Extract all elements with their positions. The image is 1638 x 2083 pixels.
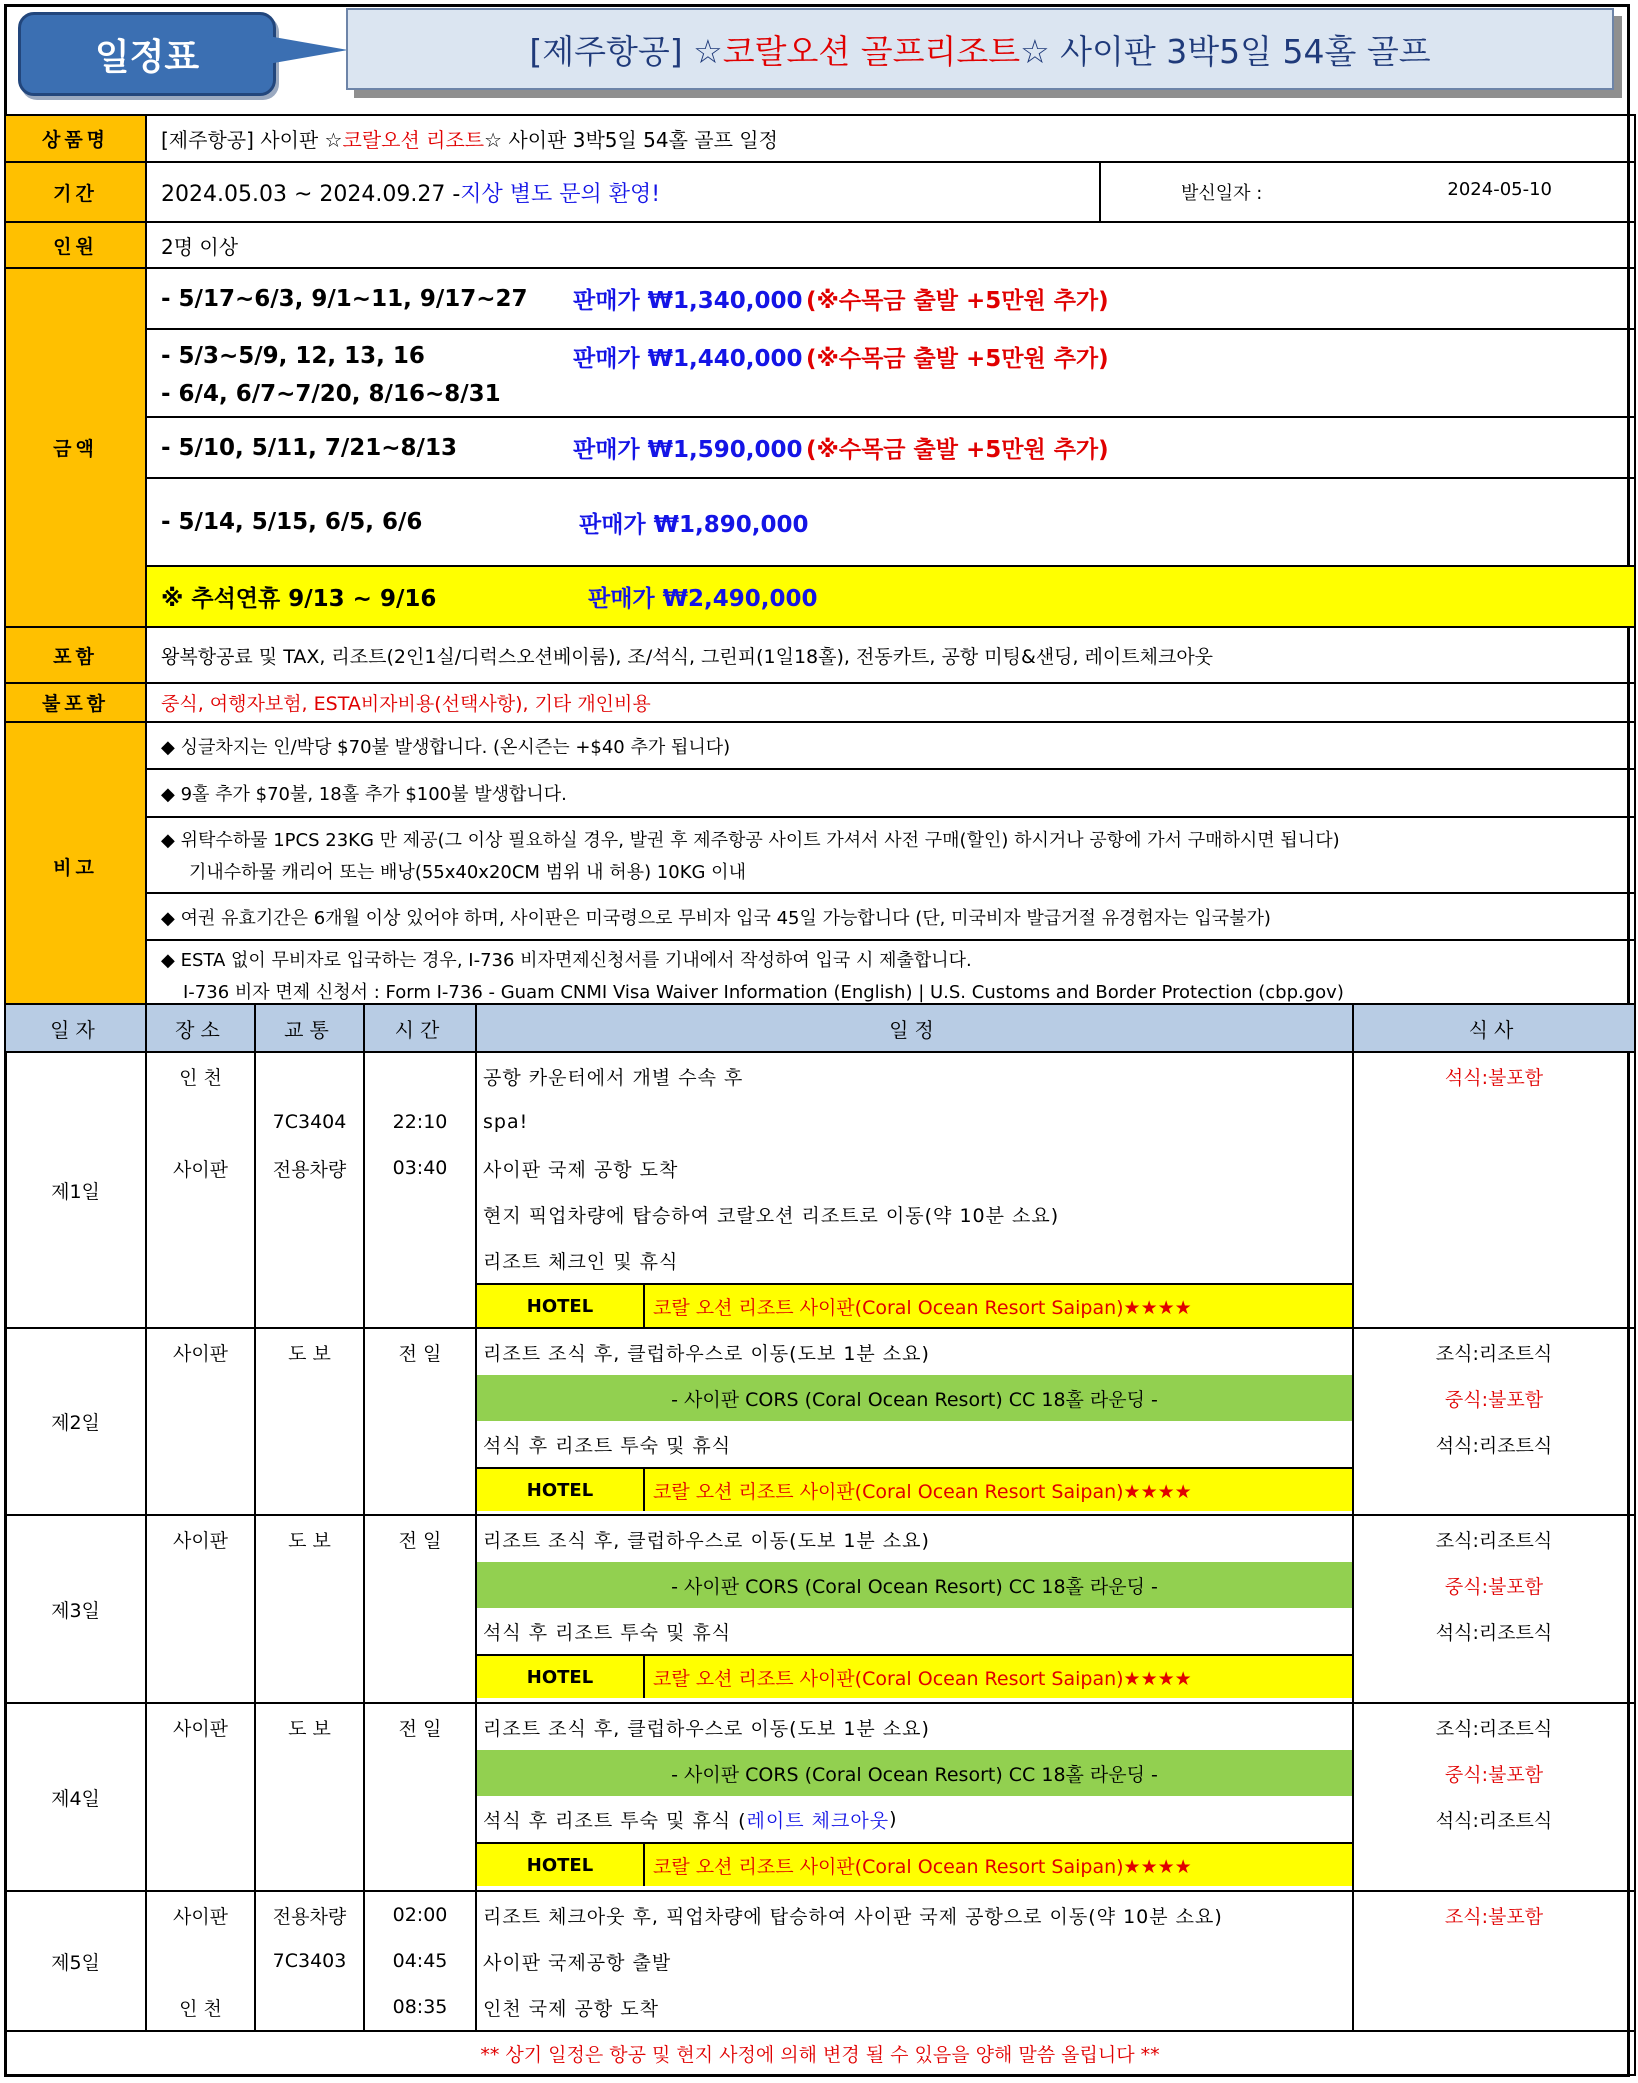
place: [147, 1099, 254, 1145]
price-dates-2: - 6/4, 6/7~7/20, 8/16~8/31: [161, 380, 501, 407]
plan-line: [477, 1796, 1352, 1842]
transport-cell: [255, 1052, 364, 1328]
label-people: 인원: [5, 222, 146, 268]
time: [365, 1053, 475, 1099]
value-product: [146, 115, 1635, 162]
place: [147, 1938, 254, 1984]
plan-cell: [476, 1515, 1353, 1703]
label-include: 포함: [5, 627, 146, 683]
time: 22:10: [392, 1111, 448, 1133]
hotel-tag: HOTEL: [477, 1467, 645, 1511]
price-extra: (※수목금 출발 +5만원 추가): [806, 437, 1109, 463]
remark-extra-holes: ◆ 9홀 추가 $70불, 18홀 추가 $100불 발생합니다.: [146, 769, 1635, 817]
schedule-header-row: [5, 1004, 1635, 1052]
place-cell: [146, 1328, 255, 1515]
plan-text: 석식 후 리조트 투숙 및 휴식 (: [483, 1809, 747, 1832]
meal-lunch: 중식:불포함: [1444, 1388, 1544, 1411]
remark-baggage: [146, 817, 1635, 893]
place-cell: [146, 1703, 255, 1891]
issue-date: 2024-05-10: [1447, 179, 1552, 200]
meal-cell: [1353, 1515, 1635, 1703]
price-extra: (※수목금 출발 +5만원 추가): [806, 345, 1109, 372]
schedule-table: [4, 1003, 1636, 2076]
place: 사이판: [172, 1905, 229, 1928]
page-title: [346, 8, 1614, 90]
title-highlight: 코랄오션 골프리조트: [722, 31, 1021, 71]
hotel-line: [477, 1842, 1352, 1886]
place: 사이판: [172, 1342, 229, 1365]
plan-line: 리조트 조식 후, 클럽하우스로 이동(도보 1분 소요): [483, 1342, 930, 1365]
hotel-line: [477, 1283, 1352, 1327]
row-period: [5, 162, 1635, 222]
place-cell: [146, 1515, 255, 1703]
plan-cell: [476, 1052, 1353, 1328]
transport-cell: [255, 1328, 364, 1515]
transport: 전용차량: [272, 1905, 347, 1928]
price-amount: 판매가 ₩2,490,000: [588, 586, 818, 612]
hotel-line: [477, 1654, 1352, 1698]
plan-line: spa!: [483, 1111, 529, 1133]
title-suffix: ☆ 사이판 3박5일 54홀 골프: [1020, 31, 1431, 71]
label-exclude: 불포함: [5, 683, 146, 722]
price-dates: - 5/17~6/3, 9/1~11, 9/17~27: [161, 285, 528, 312]
remark-esta-line: ◆ ESTA 없이 무비자로 입국하는 경우, I-736 비자면제신청서를 기내에서 작성하여 입국 시 제출합니다.: [161, 950, 972, 971]
day-label: 제4일: [5, 1703, 146, 1891]
remark-passport: ◆ 여권 유효기간은 6개월 이상 있어야 하며, 사이판은 미국령으로 무비자 입국 45일 가능합니다 (단, 미국비자 발급거절 유경험자는 입국불가): [146, 893, 1635, 940]
time-cell: [364, 1891, 476, 2031]
label-remarks: 비고: [5, 722, 146, 1010]
issue-date-cell: [1100, 162, 1635, 222]
hotel-tag: HOTEL: [477, 1842, 645, 1886]
price-row-1: [146, 268, 1635, 329]
row-exclude: [5, 683, 1635, 722]
row-price-1: [5, 268, 1635, 329]
hotel-tag: HOTEL: [477, 1654, 645, 1698]
time: 전 일: [398, 1342, 442, 1365]
value-include: 왕복항공료 및 TAX, 리조트(2인1실/디럭스오션베이룸), 조/석식, 그린피(1일18홀), 전동카트, 공항 미팅&샌딩, 레이트체크아웃: [146, 627, 1635, 683]
time-cell: [364, 1328, 476, 1515]
price-dates: - 5/14, 5/15, 6/5, 6/6: [161, 509, 423, 535]
plan-cell: [476, 1328, 1353, 1515]
time: 08:35: [392, 1996, 448, 2018]
plan-line: 리조트 조식 후, 클럽하우스로 이동(도보 1분 소요): [483, 1529, 930, 1552]
price-extra: (※수목금 출발 +5만원 추가): [806, 288, 1109, 314]
plan-cell: [476, 1703, 1353, 1891]
hotel-name: 코랄 오션 리조트 사이판(Coral Ocean Resort Saipan)★★★★: [645, 1283, 1352, 1327]
header-meal: 식사: [1353, 1004, 1635, 1052]
meal-dinner: 석식:리조트식: [1435, 1809, 1553, 1832]
plan-line: 석식 후 리조트 투숙 및 휴식: [483, 1434, 732, 1457]
flight-number: 7C3404: [272, 1111, 347, 1133]
meal-lunch: 중식:불포함: [1444, 1763, 1544, 1786]
place: 사이판: [172, 1717, 229, 1740]
period-note: 지상 별도 문의 환영!: [460, 181, 661, 207]
header-transport: 교통: [255, 1004, 364, 1052]
time-cell: [364, 1515, 476, 1703]
row-price-3: [5, 417, 1635, 478]
plan-line: 사이판 국제공항 출발: [483, 1951, 672, 1974]
day-row: [5, 1891, 1635, 2031]
product-prefix: [제주항공] 사이판 ☆: [161, 128, 343, 152]
header-day: 일자: [5, 1004, 146, 1052]
period-range: 2024.05.03 ~ 2024.09.27 -: [161, 181, 461, 207]
row-remark-4: [5, 893, 1635, 940]
hotel-name: 코랄 오션 리조트 사이판(Coral Ocean Resort Saipan)★★★★: [645, 1467, 1352, 1511]
price-row-holiday: [146, 566, 1635, 627]
meal-breakfast: 조식:리조트식: [1435, 1717, 1553, 1740]
row-product: [5, 115, 1635, 162]
meal-cell: [1353, 1703, 1635, 1891]
header-place: 장소: [146, 1004, 255, 1052]
row-remark-5: [5, 940, 1635, 1010]
day-label: 제2일: [5, 1328, 146, 1515]
remark-esta: [146, 940, 1635, 1010]
schedule-badge: [18, 12, 276, 96]
label-product: 상품명: [5, 115, 146, 162]
meal-lunch: 중식:불포함: [1444, 1575, 1544, 1598]
price-dates: - 5/10, 5/11, 7/21~8/13: [161, 434, 457, 461]
transport: 전용차량: [272, 1158, 347, 1181]
meal-breakfast: 조식:리조트식: [1435, 1529, 1553, 1552]
hotel-line: [477, 1467, 1352, 1511]
badge-label: 일정표: [94, 36, 200, 78]
time: 04:45: [392, 1950, 448, 1972]
time: 전 일: [398, 1529, 442, 1552]
golf-round-line: - 사이판 CORS (Coral Ocean Resort) CC 18홀 라운딩 -: [477, 1750, 1352, 1796]
label-price: 금액: [5, 268, 146, 627]
product-suffix: ☆ 사이판 3박5일 54홀 골프 일정: [484, 128, 778, 152]
row-include: [5, 627, 1635, 683]
day-label: 제3일: [5, 1515, 146, 1703]
late-checkout-text: 레이트 체크아웃: [746, 1809, 890, 1832]
time: 전 일: [398, 1717, 442, 1740]
plan-line: 공항 카운터에서 개별 수속 후: [483, 1066, 744, 1089]
price-row-4: [146, 478, 1635, 566]
transport: [256, 1053, 363, 1099]
header-time: 시간: [364, 1004, 476, 1052]
transport: [256, 1984, 363, 2030]
remark-baggage-carryon: 기내수하물 캐리어 또는 배낭(55x40x20CM 범위 내 허용) 10KG 이내: [189, 862, 746, 883]
info-table: [4, 114, 1636, 1011]
plan-text-end: ): [889, 1808, 898, 1830]
row-price-5: [5, 566, 1635, 627]
day-label: 제1일: [5, 1052, 146, 1328]
plan-line: 리조트 체크아웃 후, 픽업차량에 탑승하여 사이판 국제 공항으로 이동(약 10분 소요): [483, 1905, 1223, 1928]
row-price-4: [5, 478, 1635, 566]
hotel-tag: HOTEL: [477, 1283, 645, 1327]
row-remark-2: [5, 769, 1635, 817]
meal-cell: [1353, 1328, 1635, 1515]
value-period: [146, 162, 1100, 222]
plan-line: 리조트 조식 후, 클럽하우스로 이동(도보 1분 소요): [483, 1717, 930, 1740]
badge-pointer: [268, 36, 348, 64]
time-cell: [364, 1703, 476, 1891]
meal-breakfast: 조식:리조트식: [1435, 1342, 1553, 1365]
plan-line: 석식 후 리조트 투숙 및 휴식: [483, 1621, 732, 1644]
price-row-2: [146, 329, 1635, 417]
price-dates: - 5/3~5/9, 12, 13, 16: [161, 343, 425, 369]
place-cell: [146, 1891, 255, 2031]
meal-dinner: 석식:불포함: [1444, 1066, 1544, 1089]
label-period: 기간: [5, 162, 146, 222]
transport: 도 보: [288, 1717, 331, 1740]
hotel-name: 코랄 오션 리조트 사이판(Coral Ocean Resort Saipan)★★★★: [645, 1842, 1352, 1886]
place-cell: [146, 1052, 255, 1328]
transport: 도 보: [288, 1342, 331, 1365]
meal-dinner: 석식:리조트식: [1435, 1621, 1553, 1644]
remark-single-charge: ◆ 싱글차지는 인/박당 $70불 발생합니다. (온시즌는 +$40 추가 됩니다): [146, 722, 1635, 769]
time: 02:00: [392, 1904, 448, 1926]
transport-cell: [255, 1515, 364, 1703]
issue-date-label: 발신일자 :: [1181, 183, 1263, 204]
golf-round-line: - 사이판 CORS (Coral Ocean Resort) CC 18홀 라운딩 -: [477, 1375, 1352, 1421]
day-row: [5, 1703, 1635, 1891]
transport: 도 보: [288, 1529, 331, 1552]
plan-cell: [476, 1891, 1353, 2031]
transport-cell: [255, 1703, 364, 1891]
row-remark-1: [5, 722, 1635, 769]
place: 사이판: [172, 1529, 229, 1552]
place: 인 천: [179, 1997, 222, 2020]
place: 인 천: [179, 1066, 222, 1089]
time-cell: [364, 1052, 476, 1328]
day-row: [5, 1515, 1635, 1703]
value-people: 2명 이상: [146, 222, 1635, 268]
price-amount: 판매가 ₩1,890,000: [579, 511, 809, 538]
row-price-2: [5, 329, 1635, 417]
price-dates: ※ 추석연휴 9/13 ~ 9/16: [161, 586, 437, 612]
meal-cell: [1353, 1891, 1635, 2031]
day-row: [5, 1328, 1635, 1515]
time: 03:40: [392, 1157, 448, 1179]
meal-dinner: 석식:리조트식: [1435, 1434, 1553, 1457]
remark-baggage-checked: ◆ 위탁수하물 1PCS 23KG 만 제공(그 이상 필요하실 경우, 발권 후 제주항공 사이트 가셔서 사전 구매(할인) 하시거나 공항에 가서 구매하시면 됩니다): [161, 830, 1340, 851]
title-prefix: [제주항공] ☆: [529, 31, 723, 71]
golf-round-line: - 사이판 CORS (Coral Ocean Resort) CC 18홀 라운딩 -: [477, 1562, 1352, 1608]
transport-cell: [255, 1891, 364, 2031]
price-amount: 판매가 ₩1,590,000: [573, 437, 803, 463]
row-people: [5, 222, 1635, 268]
meal-breakfast: 조식:불포함: [1444, 1905, 1544, 1928]
product-highlight: 코랄오션 리조트: [342, 128, 485, 152]
day-row: [5, 1052, 1635, 1328]
plan-line: 인천 국제 공항 도착: [483, 1997, 659, 2020]
plan-line: 현지 픽업차량에 탑승하여 코랄오션 리조트로 이동(약 10분 소요): [483, 1204, 1060, 1227]
meal-cell: [1353, 1052, 1635, 1328]
row-remark-3: [5, 817, 1635, 893]
hotel-name: 코랄 오션 리조트 사이판(Coral Ocean Resort Saipan)★★★★: [645, 1654, 1352, 1698]
price-row-3: [146, 417, 1635, 478]
price-amount: 판매가 ₩1,340,000: [573, 288, 803, 314]
plan-line: 리조트 체크인 및 휴식: [483, 1250, 679, 1273]
footer-note: ** 상기 일정은 항공 및 현지 사정에 의해 변경 될 수 있음을 양해 말씀 올립니다 **: [5, 2031, 1635, 2075]
day-label: 제5일: [5, 1891, 146, 2031]
value-exclude: 중식, 여행자보험, ESTA비자비용(선택사항), 기타 개인비용: [146, 683, 1635, 722]
header-plan: 일정: [476, 1004, 1353, 1052]
plan-line: 사이판 국제 공항 도착: [483, 1158, 679, 1181]
flight-number: 7C3403: [272, 1950, 347, 1972]
remark-i736-link[interactable]: I-736 비자 면제 신청서 : Form I-736 - Guam CNMI Visa Waiver Information (English) | U.S. Customs and Border Protection (cbp.gov): [183, 982, 1344, 1003]
place: 사이판: [172, 1158, 229, 1181]
price-amount: 판매가 ₩1,440,000: [573, 345, 803, 372]
footer-note-row: [5, 2031, 1635, 2075]
